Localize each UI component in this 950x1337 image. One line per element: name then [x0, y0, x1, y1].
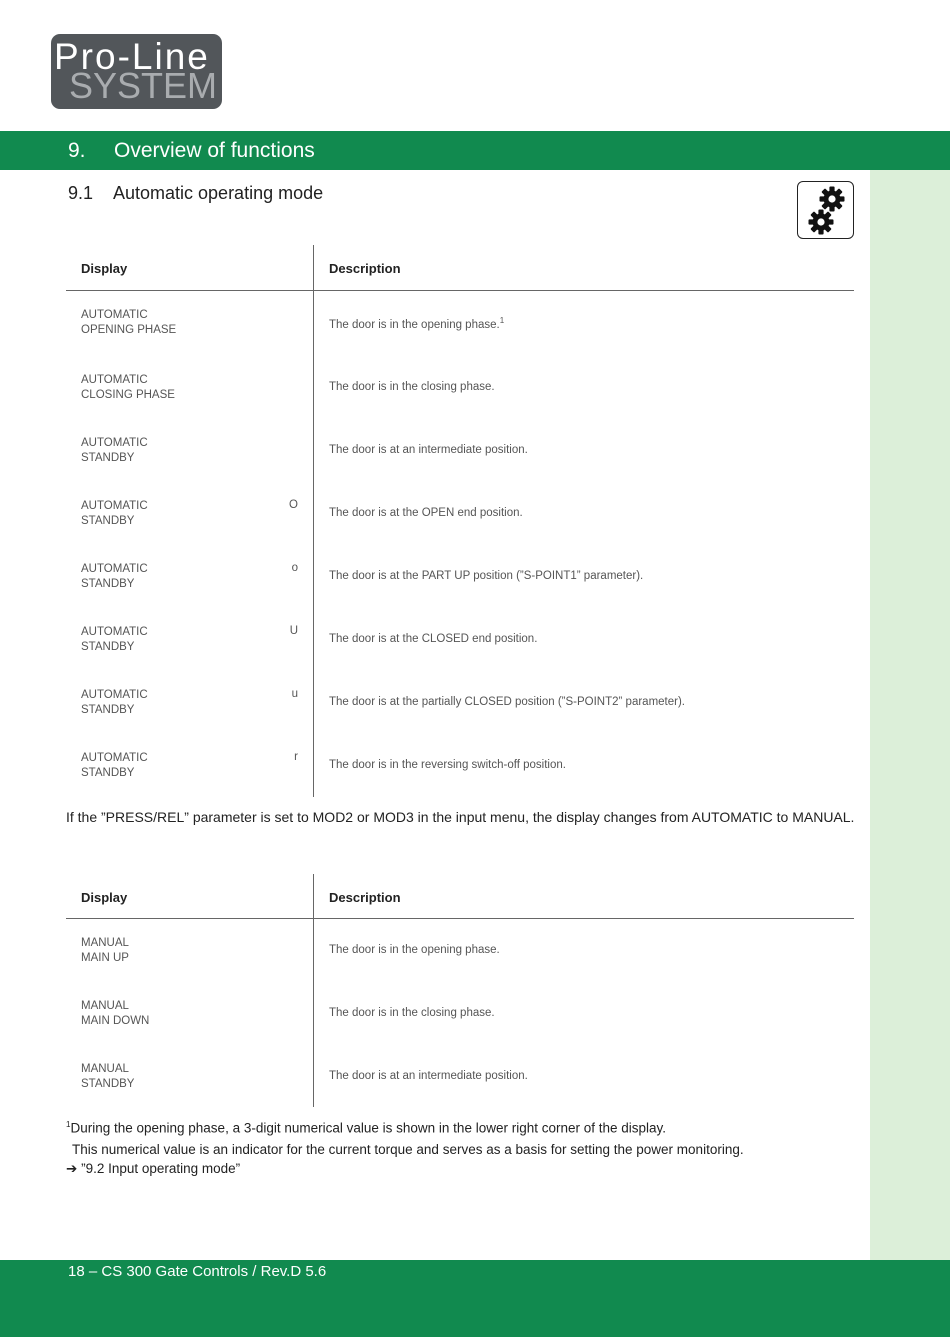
pro-line-logo: [51, 34, 222, 109]
description-cell: The door is at the OPEN end position.: [329, 507, 523, 519]
description-cell: The door is at the partially CLOSED position (”S-POINT2” parameter).: [329, 696, 685, 708]
description-cell: The door is at an intermediate position.: [329, 444, 528, 456]
header-divider: [66, 290, 854, 291]
description-cell: The door is in the reversing switch-off position.: [329, 759, 566, 771]
description-cell: The door is in the opening phase.: [329, 944, 500, 956]
description-cell: The door is at the CLOSED end position.: [329, 633, 538, 645]
display-position-mark: r: [294, 751, 298, 763]
display-cell: AUTOMATIC STANDBY: [81, 689, 148, 716]
col-header-display: Display: [81, 890, 128, 905]
footnote-line1: $^1$During the opening phase, a 3-digit numerical value is shown in the lower right corner of the display.: [66, 1120, 667, 1136]
page-footer: [0, 1260, 950, 1337]
mode-change-note: If the ”PRESS/REL” parameter is set to MOD2 or MOD3 in the input menu, the display changes from AUTOMATIC to MANUAL.: [66, 809, 855, 825]
column-divider: [313, 874, 314, 1107]
description-cell: The door is at an intermediate position.: [329, 1070, 528, 1082]
display-cell: AUTOMATIC CLOSING PHASE: [81, 374, 175, 401]
logo-line2: SYSTEM: [69, 65, 218, 106]
section-title: Overview of functions: [114, 139, 315, 162]
display-position-mark: O: [289, 499, 298, 511]
display-cell: AUTOMATIC STANDBY: [81, 626, 148, 653]
subsection-number: 9.1: [68, 183, 94, 203]
section-title-bar: [0, 131, 950, 170]
footer-text: 18 – CS 300 Gate Controls / Rev.D 5.6: [68, 1263, 327, 1280]
display-position-mark: U: [289, 625, 298, 637]
display-position-mark: u: [291, 688, 298, 700]
display-cell: MANUAL MAIN DOWN: [81, 1000, 150, 1027]
display-cell: MANUAL MAIN UP: [81, 937, 129, 964]
display-cell: AUTOMATIC OPENING PHASE: [81, 309, 177, 336]
column-divider: [313, 245, 314, 797]
gears-icon: [797, 181, 854, 239]
description-cell: The door is in the closing phase.: [329, 381, 495, 393]
display-cell: AUTOMATIC STANDBY: [81, 500, 148, 527]
arrow-right-icon: ➔: [66, 1161, 78, 1176]
section-number: 9.: [68, 139, 86, 162]
col-header-description: Description: [329, 890, 401, 905]
subsection-title: Automatic operating mode: [113, 183, 324, 203]
col-header-description: Description: [329, 261, 401, 276]
footnote-line2: This numerical value is an indicator for the current torque and serves as a basis for setting the power monitoring.: [72, 1142, 744, 1157]
manual-mode-table: [66, 874, 854, 1107]
display-cell: AUTOMATIC STANDBY: [81, 437, 148, 464]
display-cell: AUTOMATIC STANDBY: [81, 752, 148, 779]
description-cell: The door is at the PART UP position (”S-POINT1” parameter).: [329, 570, 644, 582]
description-cell: The door is in the opening phase.$^1$: [329, 316, 505, 331]
display-position-mark: o: [291, 562, 298, 574]
side-strip: [870, 170, 950, 1260]
display-cell: AUTOMATIC STANDBY: [81, 563, 148, 590]
cross-reference-text: ”9.2 Input operating mode”: [81, 1161, 241, 1176]
cross-reference-link[interactable]: [66, 1161, 240, 1177]
display-cell: MANUAL STANDBY: [81, 1063, 135, 1090]
col-header-display: Display: [81, 261, 128, 276]
header-divider: [66, 918, 854, 919]
logo-line1: Pro-Line: [54, 36, 210, 77]
automatic-mode-table: [66, 245, 854, 797]
description-cell: The door is in the closing phase.: [329, 1007, 495, 1019]
